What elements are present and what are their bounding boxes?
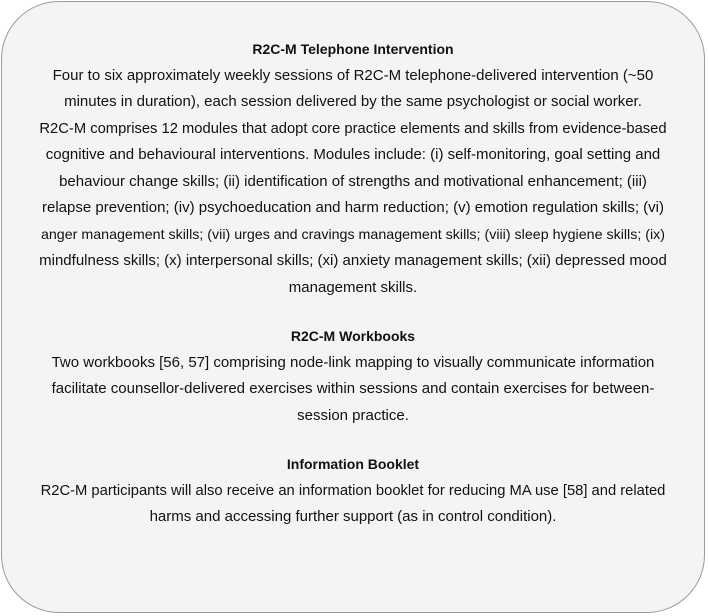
section-workbooks [36, 323, 670, 429]
text-line: R2C-M participants will also receive an information booklet for reducing MA use [58] and related [40, 482, 666, 499]
text-line: harms and accessing further support (as in control condition). [149, 508, 557, 525]
text-line: management skills. [288, 278, 418, 296]
section-body [36, 63, 670, 302]
text-line: Two workbooks [56, 57] comprising node-link mapping to visually communicate information [51, 353, 655, 371]
text-line: session practice. [297, 406, 409, 424]
text-line: relapse prevention; (iv) psychoeducation and harm reduction; (v) emotion regulation skills; (vi) [42, 199, 664, 216]
text-line: mindfulness skills; (x) interpersonal skills; (xi) anxiety management skills; (xii) depressed mood [39, 252, 667, 269]
section-heading: Information Booklet [286, 456, 420, 472]
section-body [36, 478, 670, 531]
text-line: Four to six approximately weekly sessions of R2C-M telephone-delivered intervention (~50 [52, 66, 654, 84]
text-line: R2C-M comprises 12 modules that adopt core practice elements and skills from evidence-based [39, 120, 667, 137]
text-line: minutes in duration), each session delivered by the same psychologist or social worker. [64, 93, 642, 110]
text-line: behaviour change skills; (ii) identification of strengths and motivational enhancement; (iii) [59, 172, 647, 190]
section-body [36, 350, 670, 430]
section-heading: R2C-M Workbooks [290, 328, 416, 344]
section-information-booklet [36, 451, 670, 531]
section-heading: R2C-M Telephone Intervention [252, 41, 454, 57]
intervention-content [36, 36, 670, 531]
text-line: anger management skills; (vii) urges and cravings management skills; (viii) sleep hygiene skills; (ix) [40, 226, 666, 243]
text-line: cognitive and behavioural interventions. Modules include: (i) self-monitoring, goal setting and [45, 146, 661, 163]
section-telephone-intervention [36, 36, 670, 301]
intervention-summary-box [1, 1, 705, 613]
text-line: facilitate counsellor-delivered exercises within sessions and contain exercises for between- [51, 380, 655, 397]
